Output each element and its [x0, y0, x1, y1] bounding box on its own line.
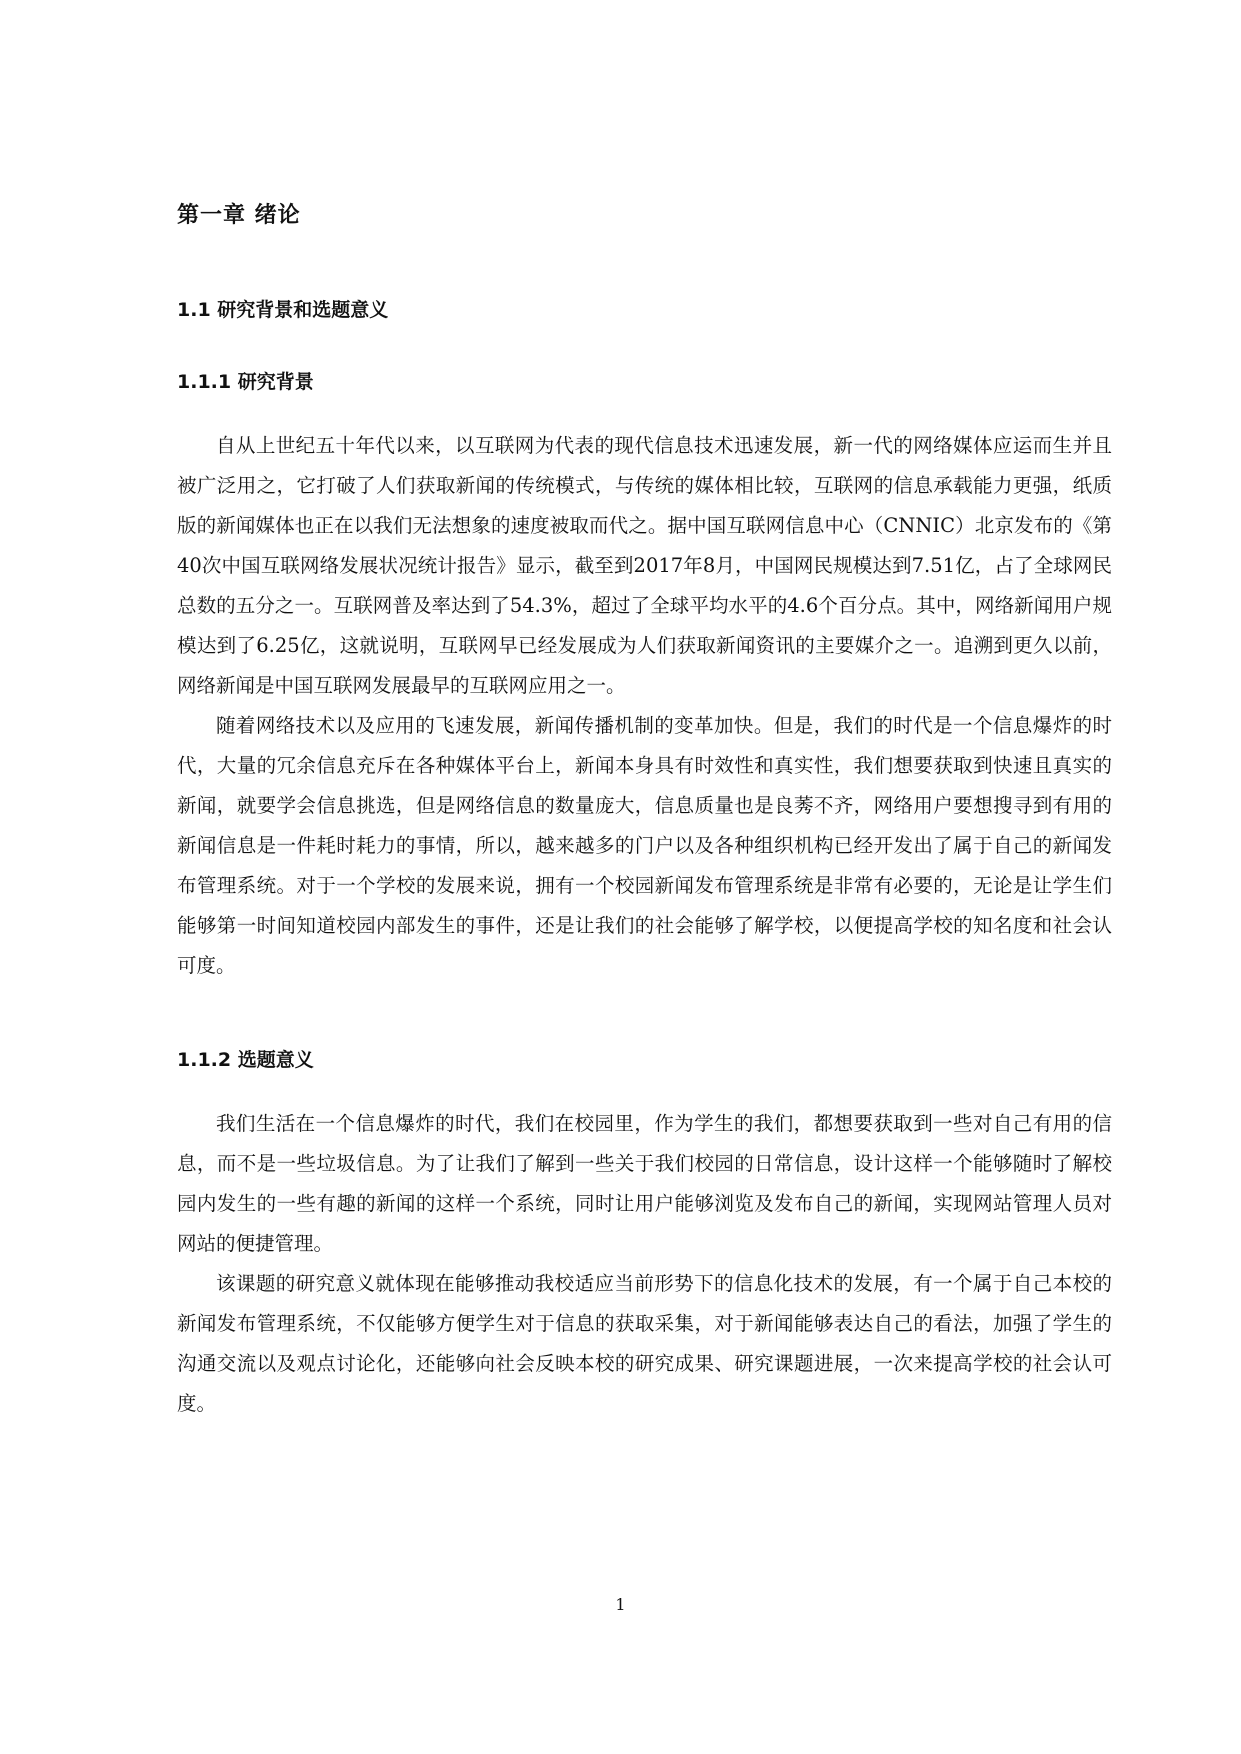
chapter-title: 第一章 绪论 [177, 203, 301, 228]
section-title-1-1: 1.1 研究背景和选题意义 [177, 299, 389, 321]
body-paragraph: 该课题的研究意义就体现在能够推动我校适应当前形势下的信息化技术的发展，有一个属于自己本校的新闻发布管理系统，不仅能够方便学生对于信息的获取采集，对于新闻能够表达自己的看法，加强了学生的沟通交流以及观点讨论化，还能够向社会反映本校的研究成果、研究课题进展，一次来提高学校的社会认可度。 [177, 1272, 1112, 1415]
subsection-title-1-1-1: 1.1.1 研究背景 [177, 371, 314, 393]
topic-significance-body [177, 1104, 1112, 1424]
page-number: 1 [615, 1595, 626, 1614]
subsection-title-1-1-2: 1.1.2 选题意义 [177, 1049, 314, 1071]
research-background-body [177, 426, 1112, 986]
page-content [177, 200, 1112, 1424]
body-paragraph: 自从上世纪五十年代以来，以互联网为代表的现代信息技术迅速发展，新一代的网络媒体应运而生并且被广泛用之，它打破了人们获取新闻的传统模式，与传统的媒体相比较，互联网的信息承载能力更强，纸质版的新闻媒体也正在以我们无法想象的速度被取而代之。据中国互联网信息中心（CNNIC）北京发布的《第40次中国互联网络发展状况统计报告》显示，截至到2017年8月，中国网民规模达到7.51亿，占了全球网民总数的五分之一。互联网普及率达到了54.3%，超过了全球平均水平的4.6个百分点。其中，网络新闻用户规模达到了6.25亿，这就说明，互联网早已经发展成为人们获取新闻资讯的主要媒介之一。追溯到更久以前，网络新闻是中国互联网发展最早的互联网应用之一。 [177, 434, 1112, 697]
body-paragraph: 我们生活在一个信息爆炸的时代，我们在校园里，作为学生的我们，都想要获取到一些对自己有用的信息，而不是一些垃圾信息。为了让我们了解到一些关于我们校园的日常信息，设计这样一个能够随时了解校园内发生的一些有趣的新闻的这样一个系统，同时让用户能够浏览及发布自己的新闻，实现网站管理人员对网站的便捷管理。 [177, 1112, 1112, 1255]
body-paragraph: 随着网络技术以及应用的飞速发展，新闻传播机制的变革加快。但是，我们的时代是一个信息爆炸的时代，大量的冗余信息充斥在各种媒体平台上，新闻本身具有时效性和真实性，我们想要获取到快速且真实的新闻，就要学会信息挑选，但是网络信息的数量庞大，信息质量也是良莠不齐，网络用户要想搜寻到有用的新闻信息是一件耗时耗力的事情，所以，越来越多的门户以及各种组织机构已经开发出了属于自己的新闻发布管理系统。对于一个学校的发展来说，拥有一个校园新闻发布管理系统是非常有必要的，无论是让学生们能够第一时间知道校园内部发生的事件，还是让我们的社会能够了解学校，以便提高学校的知名度和社会认可度。 [177, 714, 1112, 977]
